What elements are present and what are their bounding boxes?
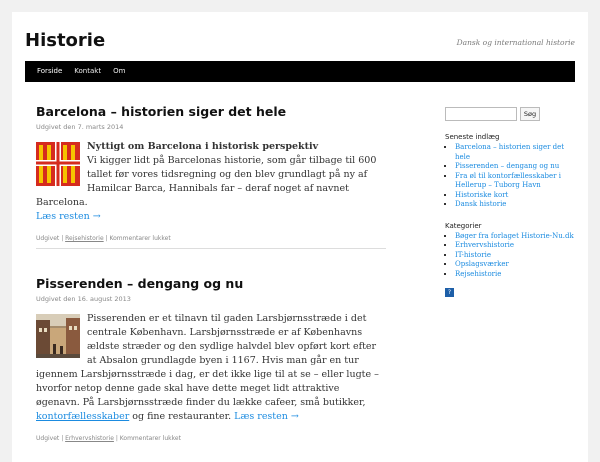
comments-status: Kommentarer lukket	[119, 435, 181, 442]
post-body: Vi kigger lidt på Barcelonas historie, som går tilbage til 600 tallet før vores tidsregning og den blev grundlagt på ny af Hamilcar Barca, Hannibals far – deraf noget af navnet Barcelona.	[36, 155, 377, 208]
post-utility: Udgivet | Erhvervshistorie | Kommentarer lukket	[36, 435, 181, 442]
page	[12, 12, 588, 462]
street-photo-image	[36, 314, 80, 358]
post-body: Pisserenden er et tilnavn til gaden Larsbjørnsstræde i det centrale København. Larsbjørnsstræde er af Københavns ældste stræder og den sydlige halvdel blev opført kort efter at Absalon grundlagde byen i 1167. Hvis man går en tur igennem Larsbjørnsstræde i dag, er det ikke lige til at se – eller lugte – hvorfor netop denne gade skal have dette meget lidt attraktive øgenavn. På Larsbjørnsstræde finder du lække cafeer, små butikker,	[36, 313, 379, 408]
post-title[interactable]: Barcelona – historien siger det hele	[36, 104, 287, 119]
post-lead: Nyttigt om Barcelona i historisk perspektiv	[87, 141, 319, 152]
post-date: Udgivet den 16. august 2013	[36, 295, 131, 303]
post-divider	[36, 248, 386, 249]
post-utility: Udgivet | Rejsehistorie | Kommentarer lukket	[36, 235, 171, 242]
post-body-end: og fine restauranter.	[132, 411, 232, 422]
search-button[interactable]: Søg	[520, 107, 540, 121]
post	[36, 276, 386, 442]
post-content	[36, 140, 386, 224]
search-form	[445, 107, 575, 121]
category-item[interactable]: ▪ IT-historie	[455, 251, 575, 261]
nav-item-om[interactable]: Om	[113, 67, 126, 75]
site-title[interactable]: Historie	[25, 30, 106, 51]
category-item[interactable]: ▪ Bøger fra forlaget Historie-Nu.dk	[455, 232, 575, 242]
site-description: Dansk og international historie	[456, 38, 575, 47]
comments-status: Kommentarer lukket	[109, 235, 171, 242]
category-item[interactable]: ▪ Rejsehistorie	[455, 270, 575, 280]
utility-prefix: Udgivet	[36, 235, 60, 242]
category-item[interactable]: ▪ Erhvervshistorie	[455, 241, 575, 251]
post	[36, 104, 386, 249]
recent-post-link[interactable]: ▪ Barcelona – historien siger det hele	[455, 143, 575, 162]
post-content	[36, 312, 386, 424]
kontorfaellesskaber-link[interactable]: kontorfællesskaber	[36, 411, 130, 422]
utility-prefix: Udgivet	[36, 435, 60, 442]
read-more-link[interactable]: Læs resten →	[36, 211, 101, 222]
help-icon[interactable]: ?	[445, 288, 454, 297]
recent-post-link[interactable]: ▪ Dansk historie	[455, 200, 575, 210]
category-link[interactable]: Erhvervshistorie	[65, 435, 114, 442]
sidebar	[445, 107, 575, 298]
search-input[interactable]	[445, 107, 517, 121]
recent-posts-widget	[445, 133, 575, 210]
recent-post-link[interactable]: ▪ Historiske kort	[455, 191, 575, 201]
read-more-link[interactable]: Læs resten →	[234, 411, 299, 422]
categories-widget	[445, 222, 575, 280]
recent-posts-title: Seneste indlæg	[445, 133, 500, 141]
catalan-flag-image	[36, 142, 80, 186]
category-item[interactable]: ▪ Opslagsværker	[455, 260, 575, 270]
nav-item-kontakt[interactable]: Kontakt	[74, 67, 102, 75]
content	[36, 104, 386, 442]
recent-post-link[interactable]: ▪ Pisserenden – dengang og nu	[455, 162, 575, 172]
recent-post-link[interactable]: ▪ Fra øl til kontorfællesskaber i Hellerup – Tuborg Havn	[455, 172, 575, 191]
main-nav	[25, 61, 575, 82]
category-link[interactable]: Rejsehistorie	[65, 235, 104, 242]
post-date: Udgivet den 7. marts 2014	[36, 123, 124, 131]
categories-title: Kategorier	[445, 221, 482, 230]
post-title[interactable]: Pisserenden – dengang og nu	[36, 276, 244, 291]
nav-item-forside[interactable]: Forside	[37, 67, 63, 75]
